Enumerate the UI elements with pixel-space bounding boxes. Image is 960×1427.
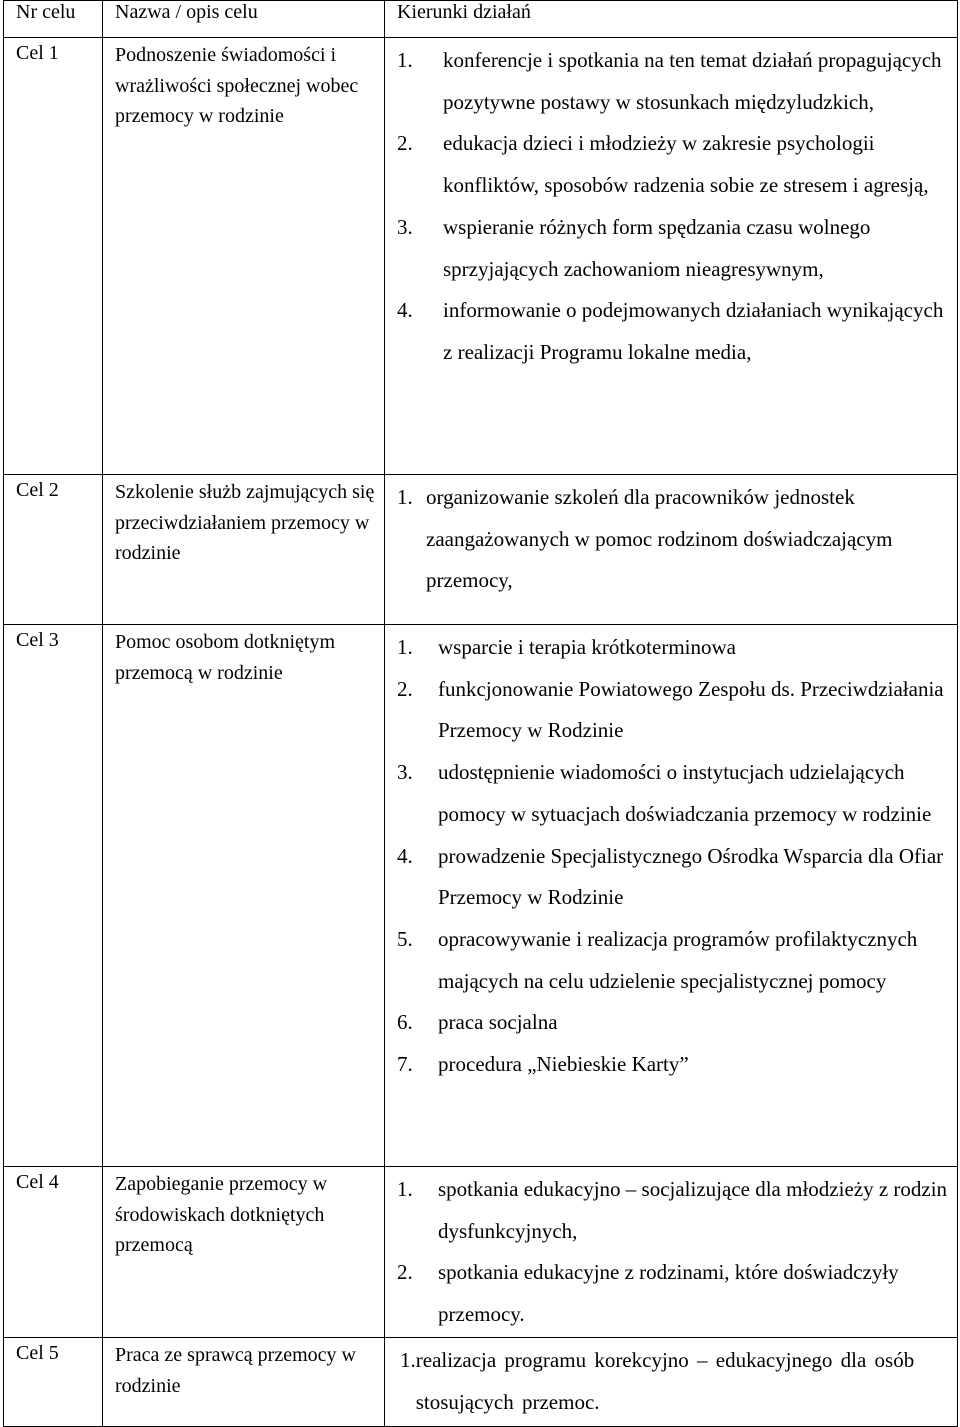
list-item: 1. spotkania edukacyjno – socjalizujące dla młodzieży z rodzin dysfunkcyjnych,	[397, 1177, 948, 1243]
goals-table	[3, 0, 958, 1427]
goal-name: Podnoszenie świadomości i wrażliwości społecznej wobec przemocy w rodzinie	[103, 38, 385, 475]
list-item: 1. wsparcie i terapia krótkoterminowa	[397, 635, 736, 659]
table-row	[4, 625, 958, 1167]
goal-name: Zapobieganie przemocy w środowiskach dotkniętych przemocą	[103, 1167, 385, 1338]
header-number: Nr celu	[4, 1, 103, 38]
list-item: 3. udostępnienie wiadomości o instytucjach udzielających pomocy w sytuacjach doświadczania przemocy w rodzinie	[397, 760, 932, 826]
goal-number: Cel 5	[4, 1338, 103, 1427]
list-item: 1. konferencje i spotkania na ten temat działań propagujących pozytywne postawy w stosunkach międzyludzkich,	[397, 48, 942, 114]
list-item: 1. realizacja programu korekcyjno – edukacyjnego dla osób stosujących przemoc.	[400, 1348, 915, 1414]
goal-name: Praca ze sprawcą przemocy w rodzinie	[103, 1338, 385, 1427]
table-row	[4, 1167, 958, 1338]
list-item: 2. edukacja dzieci i młodzieży w zakresie psychologii konfliktów, sposobów radzenia sobie ze stresem i agresją,	[397, 131, 929, 198]
goal-actions	[385, 1167, 958, 1338]
list-item: 7. procedura „Niebieskie Karty”	[397, 1052, 689, 1077]
goal-actions	[385, 625, 958, 1167]
header-actions: Kierunki działań	[385, 1, 958, 38]
table-row	[4, 1338, 958, 1427]
goal-actions	[385, 1338, 958, 1427]
goal-number: Cel 3	[4, 625, 103, 1167]
goal-name: Pomoc osobom dotkniętym przemocą w rodzinie	[103, 625, 385, 1167]
list-item: 1. organizowanie szkoleń dla pracowników jednostek zaangażowanych w pomoc rodzinom doświadczającym przemocy,	[397, 485, 893, 592]
list-item: 2. spotkania edukacyjne z rodzinami, które doświadczyły przemocy.	[397, 1260, 899, 1326]
list-item: 2. funkcjonowanie Powiatowego Zespołu ds. Przeciwdziałania Przemocy w Rodzinie	[397, 676, 944, 743]
list-item: 6. praca socjalna	[397, 1010, 558, 1035]
table-row	[4, 475, 958, 625]
list-item: 3. wspieranie różnych form spędzania czasu wolnego sprzyjających zachowaniom nieagresywnym,	[397, 214, 871, 281]
goal-number: Cel 4	[4, 1167, 103, 1338]
list-item: 5. opracowywanie i realizacja programów profilaktycznych mających na celu udzielenie specjalistycznej pomocy	[397, 926, 918, 993]
goal-number: Cel 2	[4, 475, 103, 625]
list-item: 4. prowadzenie Specjalistycznego Ośrodka Wsparcia dla Ofiar Przemocy w Rodzinie	[397, 843, 944, 910]
table-header-row	[4, 1, 958, 38]
header-name: Nazwa / opis celu	[103, 1, 385, 38]
list-item: 4. informowanie o podejmowanych działaniach wynikających z realizacji Programu lokalne media,	[397, 298, 944, 364]
goal-actions	[385, 38, 958, 475]
goal-actions	[385, 475, 958, 625]
goal-number: Cel 1	[4, 38, 103, 475]
table-row	[4, 38, 958, 475]
goal-name: Szkolenie służb zajmujących się przeciwdziałaniem przemocy w rodzinie	[103, 475, 385, 625]
